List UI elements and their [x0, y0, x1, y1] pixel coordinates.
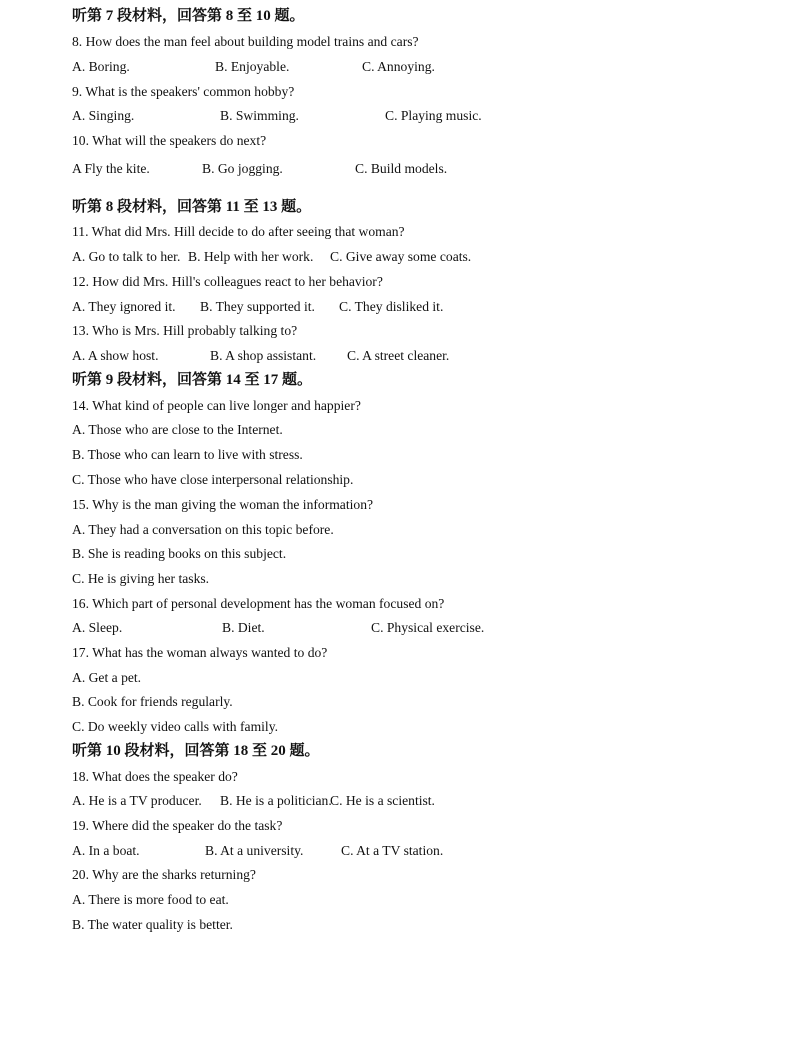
option-c: C. Do weekly video calls with family.: [72, 719, 279, 734]
option-b: B. Cook for friends regularly.: [72, 694, 233, 709]
question-text: 14. What kind of people can live longer and happier?: [72, 398, 361, 413]
option-a: A. Sleep.: [72, 620, 123, 635]
option-b: B. Swimming.: [220, 108, 299, 123]
option-c: C. He is giving her tasks.: [72, 571, 210, 586]
option-c: C. Build models.: [355, 161, 448, 176]
option-c: C. Give away some coats.: [330, 249, 472, 264]
option-a: A. He is a TV producer.: [72, 793, 202, 808]
option-c: C. Annoying.: [362, 59, 435, 74]
option-c: C. At a TV station.: [341, 843, 444, 858]
question-text: 15. Why is the man giving the woman the information?: [72, 497, 374, 512]
option-a: A. In a boat.: [72, 843, 140, 858]
option-a: A. A show host.: [72, 348, 159, 363]
question-text: 10. What will the speakers do next?: [72, 133, 267, 148]
option-b: B. Help with her work.: [188, 249, 314, 264]
option-c: C. A street cleaner.: [347, 348, 450, 363]
question-text: 19. Where did the speaker do the task?: [72, 818, 283, 833]
section-heading: 听第 9 段材料，回答第 14 至 17 题。: [72, 372, 313, 388]
option-a: A. Singing.: [72, 108, 135, 123]
option-a: A. There is more food to eat.: [72, 892, 229, 907]
option-b: B. He is a politician.: [220, 793, 332, 808]
option-b: B. The water quality is better.: [72, 917, 233, 932]
question-text: 8. How does the man feel about building model trains and cars?: [72, 34, 419, 49]
option-b: B. A shop assistant.: [210, 348, 317, 363]
option-a: A. They had a conversation on this topic before.: [72, 522, 334, 537]
option-b: B. Go jogging.: [202, 161, 283, 176]
option-c: C. They disliked it.: [339, 299, 444, 314]
question-text: 17. What has the woman always wanted to do?: [72, 645, 328, 660]
option-a: A. Boring.: [72, 59, 130, 74]
option-b: B. She is reading books on this subject.: [72, 546, 287, 561]
section-heading: 听第 10 段材料，回答第 18 至 20 题。: [72, 743, 320, 759]
section-heading: 听第 7 段材料，回答第 8 至 10 题。: [72, 8, 305, 24]
question-text: 9. What is the speakers' common hobby?: [72, 84, 295, 99]
option-a: A. Get a pet.: [72, 670, 142, 685]
option-b: B. Diet.: [222, 620, 265, 635]
question-text: 12. How did Mrs. Hill's colleagues react to her behavior?: [72, 274, 383, 289]
option-a: A. Go to talk to her.: [72, 249, 181, 264]
option-b: B. Enjoyable.: [215, 59, 290, 74]
question-text: 20. Why are the sharks returning?: [72, 867, 256, 882]
option-a: A Fly the kite.: [72, 161, 150, 176]
option-b: B. At a university.: [205, 843, 304, 858]
question-text: 11. What did Mrs. Hill decide to do after seeing that woman?: [72, 224, 405, 239]
question-text: 16. Which part of personal development has the woman focused on?: [72, 596, 445, 611]
option-c: C. Playing music.: [385, 108, 482, 123]
question-text: 18. What does the speaker do?: [72, 769, 238, 784]
option-a: A. They ignored it.: [72, 299, 176, 314]
option-b: B. They supported it.: [200, 299, 315, 314]
option-a: A. Those who are close to the Internet.: [72, 422, 283, 437]
option-c: C. Those who have close interpersonal relationship.: [72, 472, 354, 487]
section-heading: 听第 8 段材料，回答第 11 至 13 题。: [72, 199, 312, 215]
option-b: B. Those who can learn to live with stress.: [72, 447, 303, 462]
question-text: 13. Who is Mrs. Hill probably talking to?: [72, 323, 298, 338]
option-c: C. He is a scientist.: [330, 793, 435, 808]
option-c: C. Physical exercise.: [371, 620, 485, 635]
